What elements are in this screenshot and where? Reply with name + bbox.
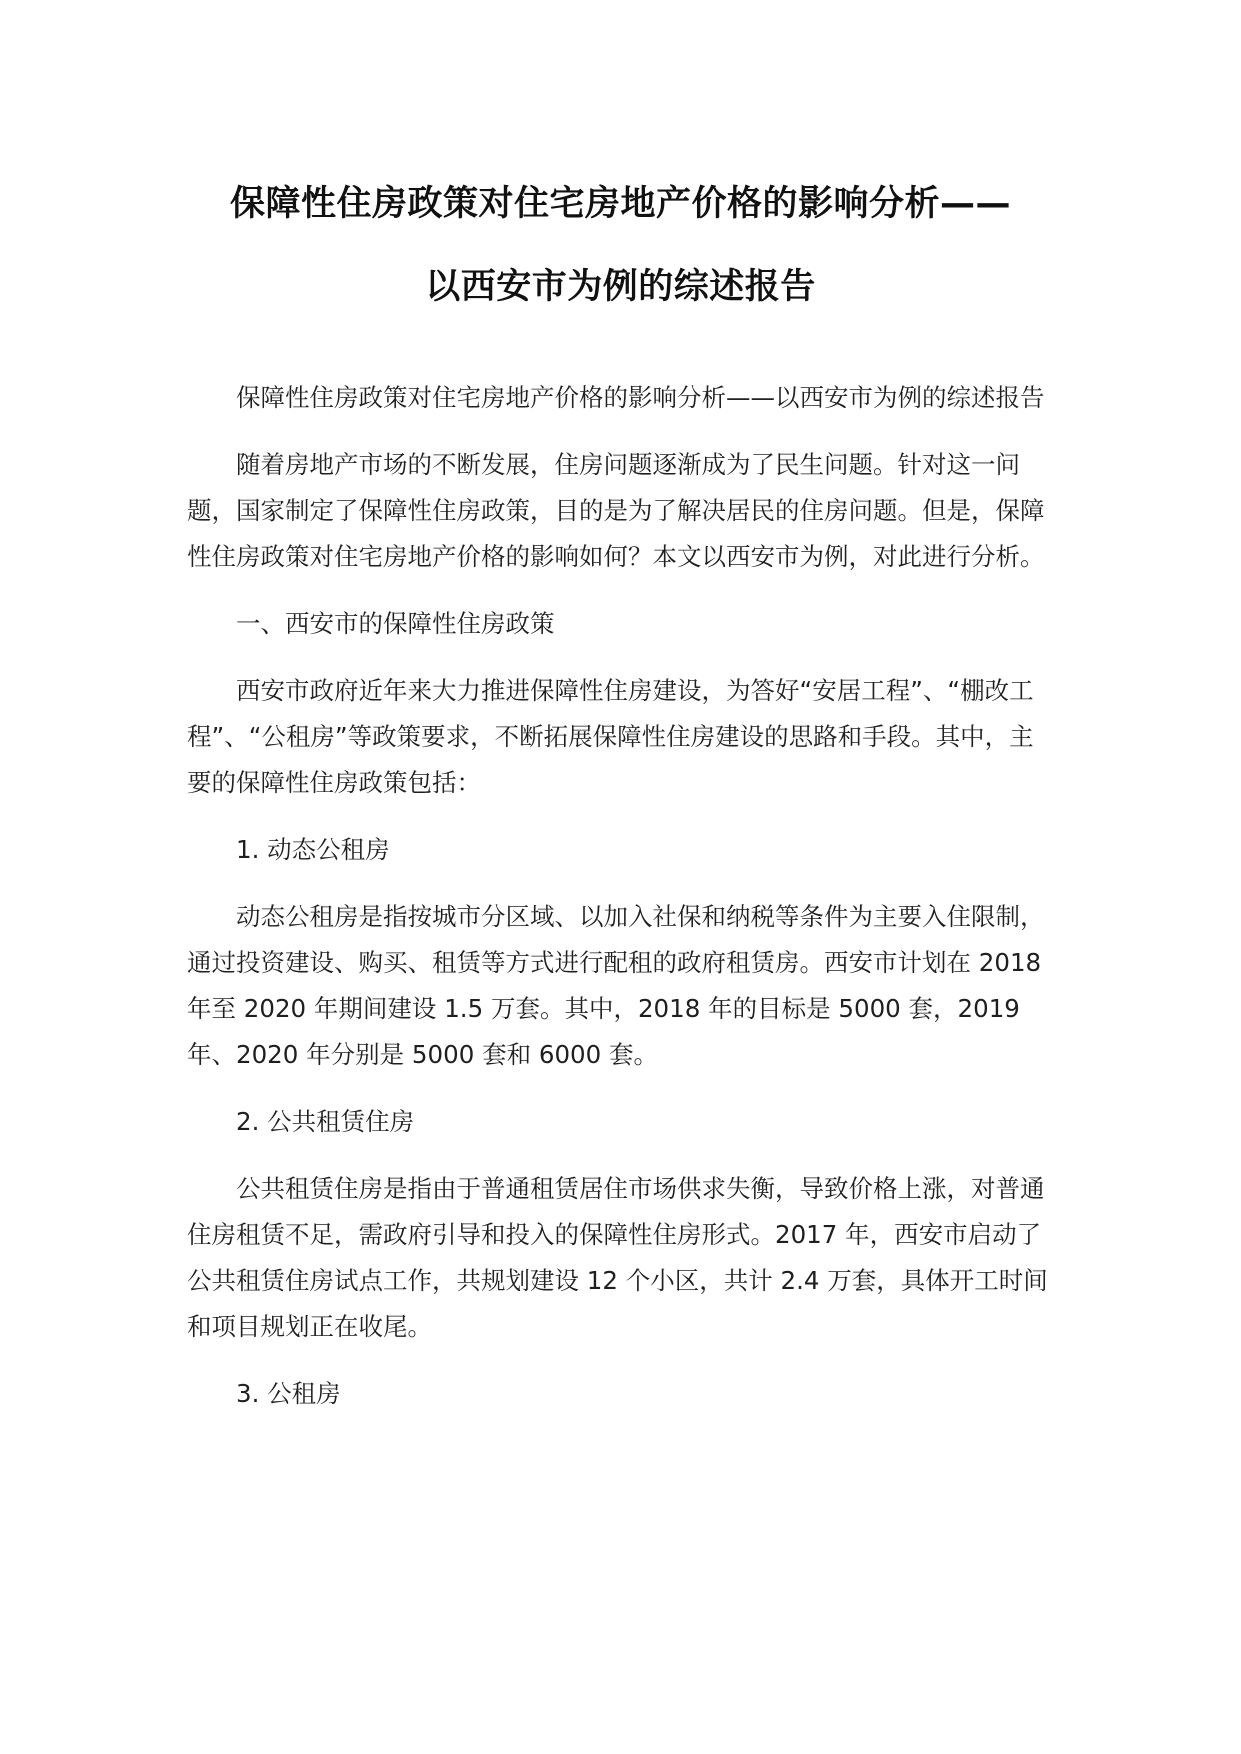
paragraph-policy-overview: 西安市政府近年来大力推进保障性住房建设，为答好“安居工程”、“棚改工程”、“公租房”等政策要求，不断拓展保障性住房建设的思路和手段。其中，主要的保障性住房政策包括：: [187, 676, 1034, 797]
document-title-line-1: 保障性住房政策对住宅房地产价格的影响分析——: [229, 184, 1011, 224]
section-heading-1: 一、西安市的保障性住房政策: [236, 609, 555, 638]
subheading-public-rental-housing: 2. 公共租赁住房: [236, 1107, 415, 1136]
subheading-dynamic-public-rental: 1. 动态公租房: [236, 835, 390, 864]
subheading-public-rental: 3. 公租房: [236, 1379, 341, 1408]
paragraph-introduction: 随着房地产市场的不断发展，住房问题逐渐成为了民生问题。针对这一问题，国家制定了保障性住房政策，目的是为了解决居民的住房问题。但是，保障性住房政策对住宅房地产价格的影响如何？本文以西安市为例，对此进行分析。: [187, 450, 1045, 571]
document-body: [187, 375, 1057, 1438]
paragraph-title-repeat: 保障性住房政策对住宅房地产价格的影响分析——以西安市为例的综述报告: [236, 383, 1045, 412]
document-title-line-2: 以西安市为例的综述报告: [425, 267, 816, 307]
paragraph-dynamic-public-rental: 动态公租房是指按城市分区域、以加入社保和纳税等条件为主要入住限制，通过投资建设、购买、租赁等方式进行配租的政府租赁房。西安市计划在 2018 年至 2020 年期间建设 1.5 万套。其中，2018 年的目标是 5000 套，2019 年、2020 年分别是 5000 套和 6000 套。: [187, 902, 1045, 1069]
paragraph-public-rental-housing: 公共租赁住房是指由于普通租赁居住市场供求失衡，导致价格上涨，对普通住房租赁不足，需政府引导和投入的保障性住房形式。2017 年，西安市启动了公共租赁住房试点工作，共规划建设 12 个小区，共计 2.4 万套，具体开工时间和项目规划正在收尾。: [187, 1174, 1048, 1341]
